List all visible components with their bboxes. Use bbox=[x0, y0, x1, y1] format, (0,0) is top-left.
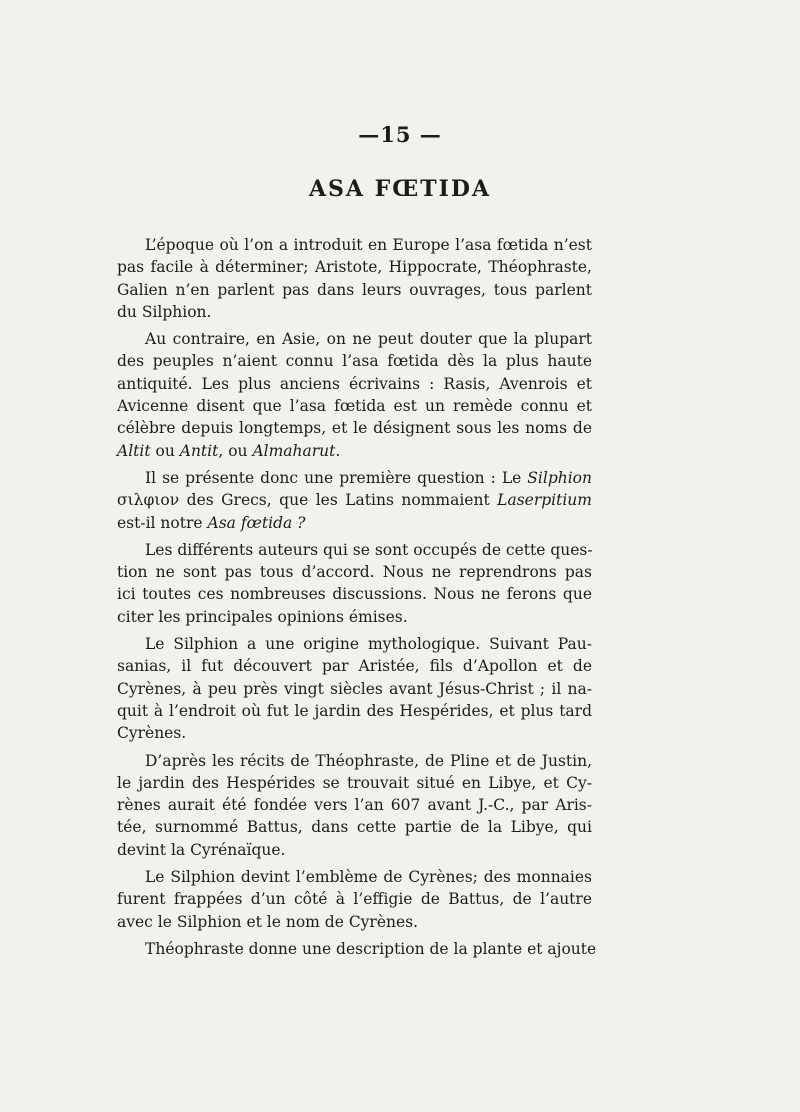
separator: ou bbox=[150, 441, 180, 460]
text-line: rènes aurait été fondée vers l’an 607 avant J.-C., par Aris- bbox=[117, 796, 592, 815]
text-line: furent frappées d’un côté à l’effigie de Battus, de l’autre bbox=[117, 890, 592, 909]
text-line: Au contraire, en Asie, on ne peut douter que la plupart bbox=[145, 330, 592, 349]
text-line: avec le Silphion et le nom de Cyrènes. bbox=[117, 912, 419, 931]
text-line bbox=[117, 467, 592, 489]
separator: , ou bbox=[218, 441, 253, 460]
text-line: Le Silphion devint l’emblème de Cyrènes; des monnaies bbox=[145, 868, 592, 887]
paragraph-7 bbox=[117, 866, 592, 933]
paragraph-4 bbox=[117, 539, 592, 628]
text-line: des peuples n’aient connu l’asa fœtida dès la plus haute bbox=[117, 352, 592, 371]
body-text bbox=[117, 234, 597, 960]
page-number: —15 — bbox=[358, 122, 442, 147]
term-laserpitium: Laserpitium bbox=[497, 491, 592, 510]
text-line: pas facile à déterminer; Aristote, Hippocrate, Théophraste, bbox=[117, 258, 592, 277]
text-line: D’après les récits de Théophraste, de Pline et de Justin, bbox=[145, 751, 592, 770]
text-run: des Grecs, que les Latins nommaient bbox=[179, 491, 498, 510]
term-asa-foetida: Asa fœtida ? bbox=[207, 513, 306, 532]
text-line: célèbre depuis longtemps, et le désignent sous les noms de bbox=[117, 419, 592, 438]
text-line: L’époque où l’on a introduit en Europe l’asa fœtida n’est bbox=[145, 236, 592, 254]
text-line: sanias, il fut découvert par Aristée, fils d’Apollon et de bbox=[117, 657, 592, 676]
text-line: du Silphion. bbox=[117, 302, 212, 321]
period: . bbox=[335, 441, 341, 460]
term-almaharut: Almaharut bbox=[252, 441, 336, 460]
paragraph-5 bbox=[117, 633, 592, 744]
paragraph-8 bbox=[117, 938, 597, 960]
text-line: Cyrènes. bbox=[117, 724, 187, 743]
text-line: Théophraste donne une description de la plante et ajoute bbox=[145, 939, 597, 958]
paragraph-1 bbox=[117, 234, 592, 323]
text-line: tée, surnommé Battus, dans cette partie de la Libye, qui bbox=[117, 818, 592, 837]
text-line: Cyrènes, à peu près vingt siècles avant Jésus-Christ ; il na- bbox=[117, 679, 592, 698]
text-line: Galien n’en parlent pas dans leurs ouvrages, tous parlent bbox=[117, 280, 592, 299]
text-line bbox=[117, 489, 592, 511]
text-line: ici toutes ces nombreuses discussions. Nous ne ferons que bbox=[117, 585, 592, 604]
text-line: antiquité. Les plus anciens écrivains : Rasis, Avenrois et bbox=[117, 374, 592, 393]
term-altit: Altit bbox=[117, 441, 151, 460]
term-antit: Antit bbox=[179, 441, 219, 460]
text-line: devint la Cyrénaïque. bbox=[117, 840, 286, 859]
text-line bbox=[117, 440, 592, 462]
text-line: Avicenne disent que l’asa fœtida est un remède connu et bbox=[117, 397, 592, 416]
text-line: Les différents auteurs qui se sont occupés de cette ques- bbox=[145, 540, 593, 559]
text-line: Le Silphion a une origine mythologique. Suivant Pau- bbox=[145, 635, 592, 654]
paragraph-2 bbox=[117, 328, 592, 462]
text-run: Il se présente donc une première question : Le bbox=[145, 468, 528, 487]
text-line: quit à l’endroit où fut le jardin des Hespérides, et plus tard bbox=[117, 701, 592, 720]
text-line bbox=[117, 512, 592, 534]
text-line: le jardin des Hespérides se trouvait situé en Libye, et Cy- bbox=[117, 773, 592, 792]
term-silphion: Silphion bbox=[527, 468, 592, 487]
text-run: est-il notre bbox=[117, 513, 208, 532]
page-title: ASA FŒTIDA bbox=[308, 176, 492, 202]
paragraph-3 bbox=[117, 467, 592, 534]
greek-term: σιλφιον bbox=[117, 491, 180, 510]
paragraph-6 bbox=[117, 750, 592, 861]
text-line: citer les principales opinions émises. bbox=[117, 607, 408, 626]
text-line: tion ne sont pas tous d’accord. Nous ne reprendrons pas bbox=[117, 563, 592, 582]
